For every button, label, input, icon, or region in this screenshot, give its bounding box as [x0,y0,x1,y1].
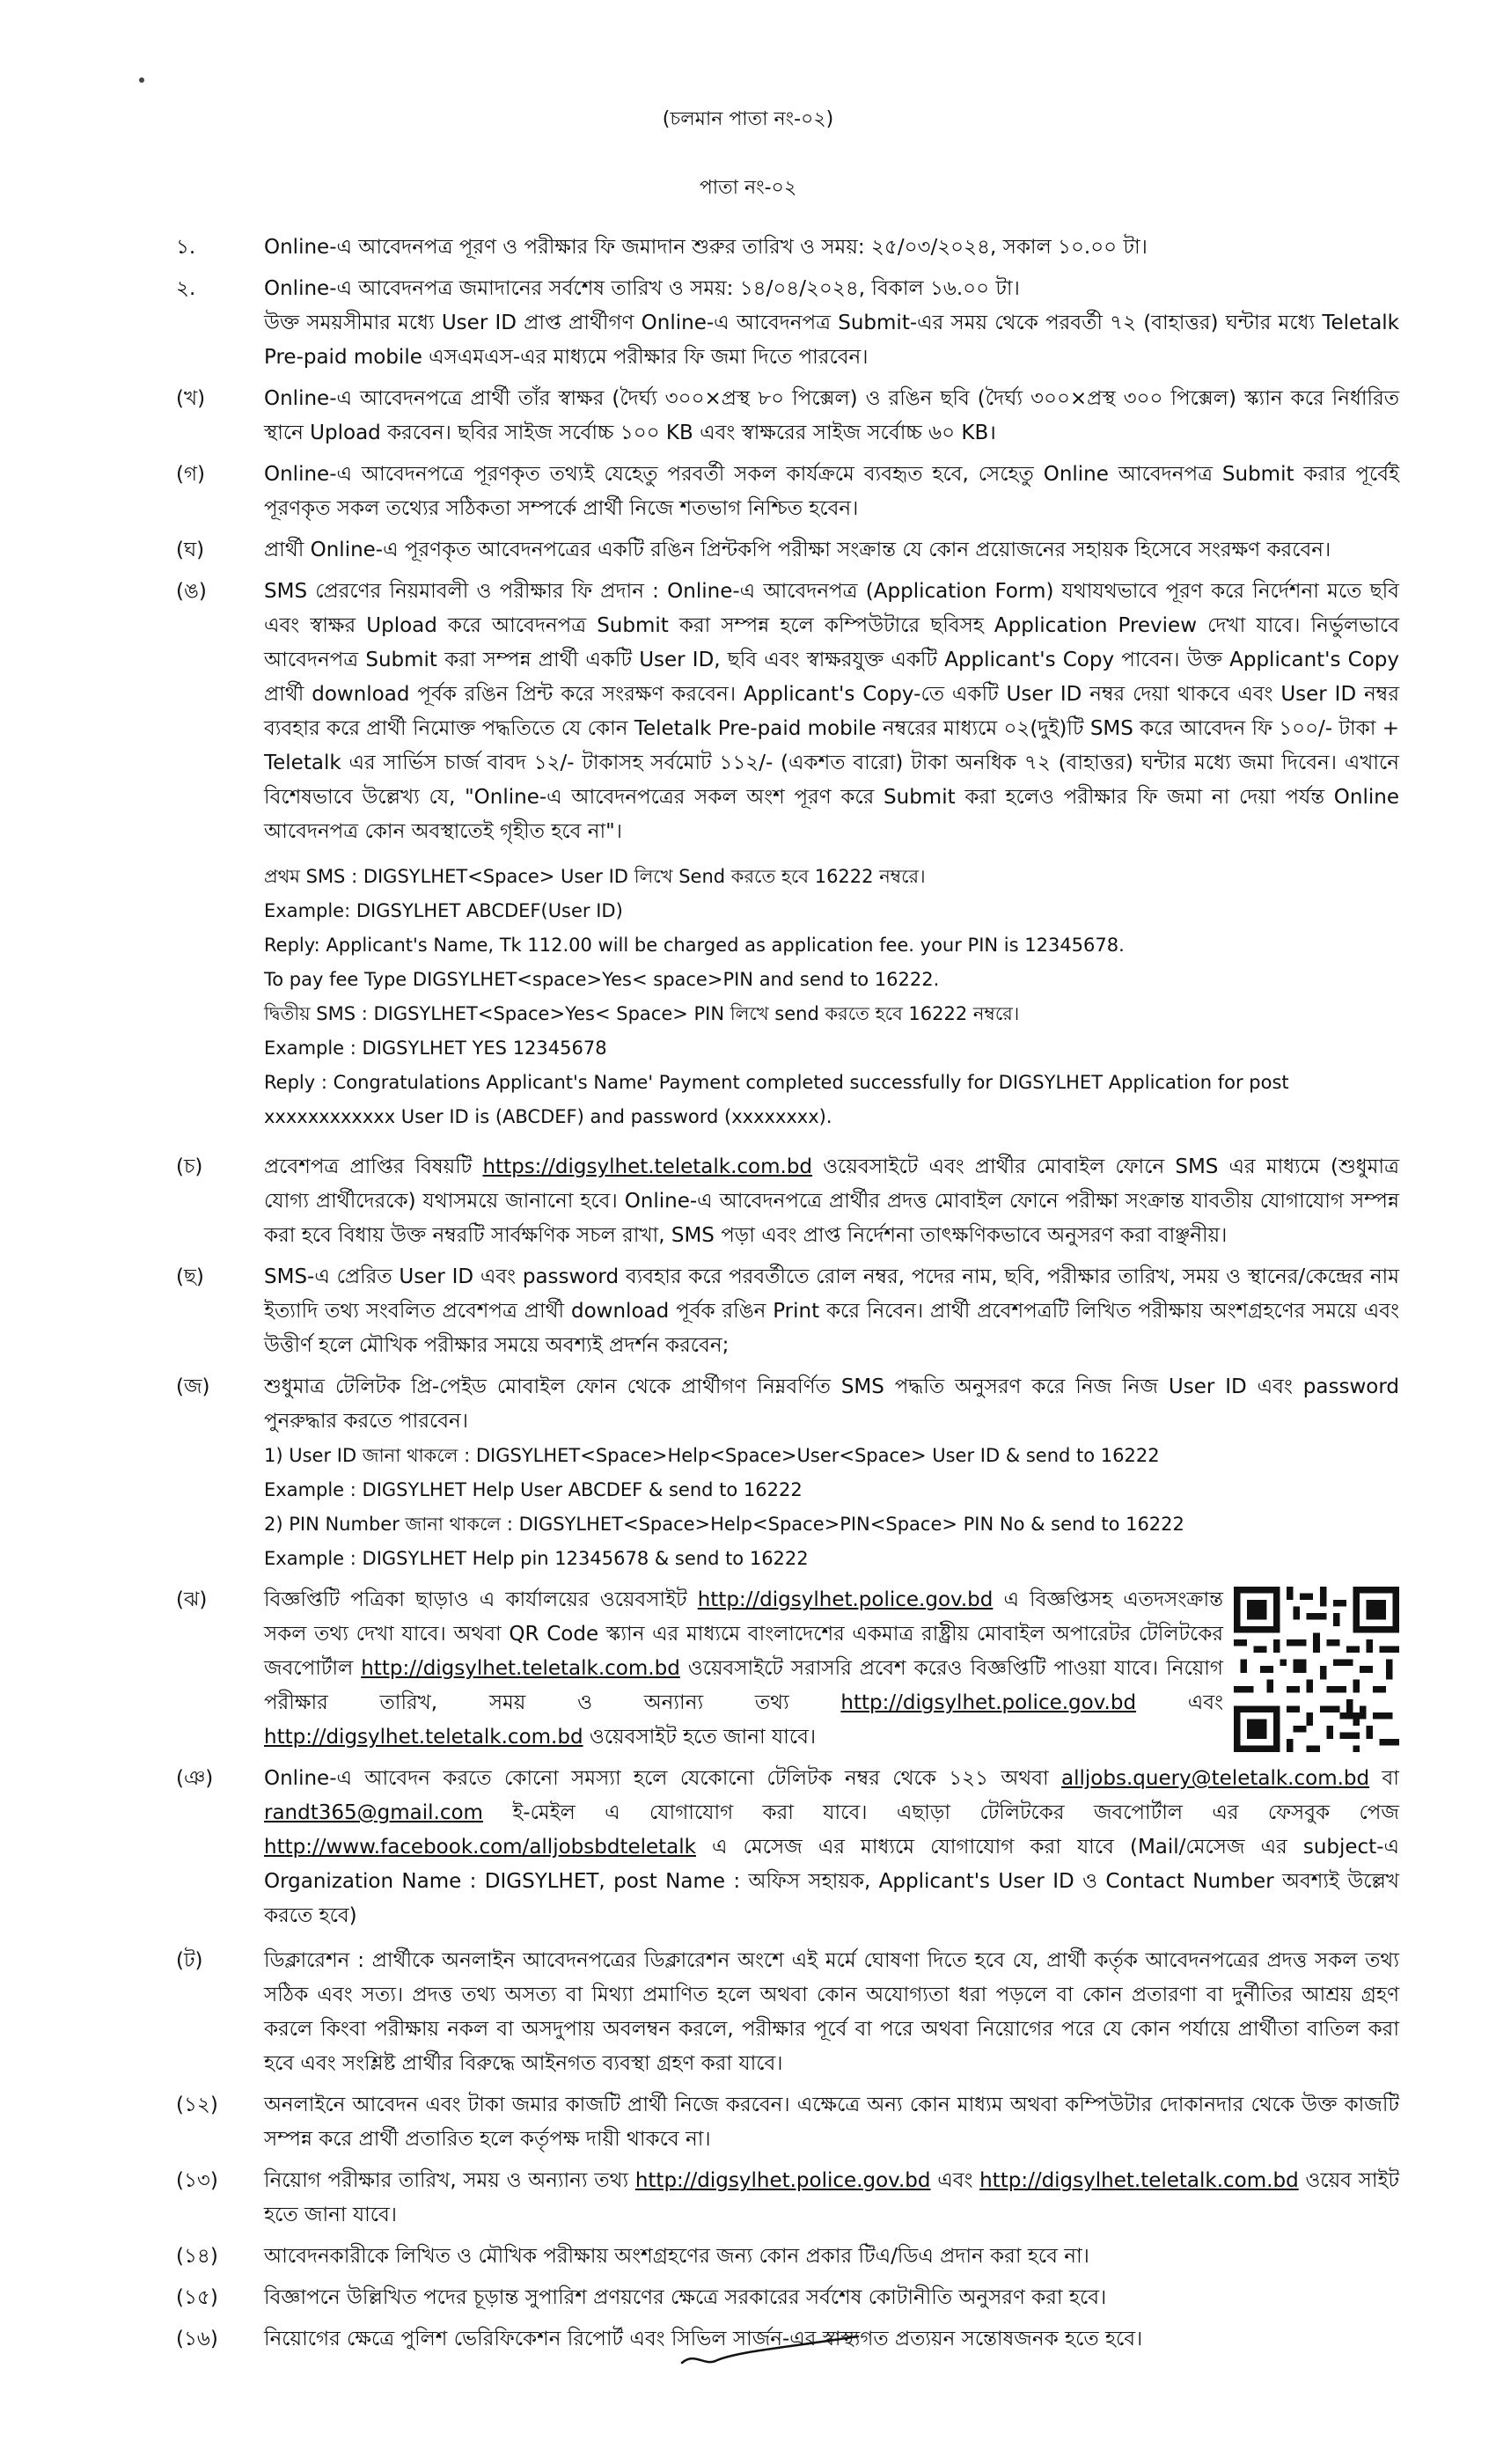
sms-line: Example : DIGSYLHET YES 12345678 [264,1038,607,1059]
sms-line: Reply: Applicant's Name, Tk 112.00 will be charged as application fee. your PIN is 12345678. [264,935,1125,956]
police-website-link[interactable]: http://digsylhet.police.gov.bd [697,1588,994,1611]
recovery-line: 2) PIN Number জানা থাকলে : DIGSYLHET<Space>Help<Space>PIN<Space> PIN No & send to 16222 [264,1514,1184,1535]
item-number: ১. [176,236,196,259]
teletalk-website-link[interactable]: http://digsylhet.teletalk.com.bd [361,1657,680,1680]
item-text: SMS-এ প্রেরিত User ID এবং password ব্যবহার করে পরবর্তীতে রোল নম্বর, পদের নাম, ছবি, পরীক্ষার তারিখ, সময় ও স্থানের/কেন্দ্রের নাম ইত্যাদি তথ্য সংবলিত প্রবেশপত্র প্রার্থী download পূর্বক রঙিন Print করে নিবেন। প্রার্থী প্রবেশপত্রটি লিখিত পরীক্ষায় অংশগ্রহণের সময়ে এবং উত্তীর্ণ হলে মৌখিক পরীক্ষার সময়ে অবশ্যই প্রদর্শন করবেন; [264,1265,1399,1357]
item-text: Online-এ আবেদন করতে কোনো সমস্যা হলে যেকোনো টেলিটক নম্বর থেকে ১২১ অথবা alljobs.query@teletalk.com.bd বা randt365@gmail.com ই-মেইল এ যোগাযোগ করা যাবে। এছাড়া টেলিটকের জবপোর্টাল এর ফেসবুক পেজ http://www.facebook.com/alljobsbdteletalk এ মেসেজ এর মাধ্যমে যোগাযোগ করা যাবে (Mail/মেসেজ এর subject-এ Organization Name : DIGSYLHET, post Name : অফিস সহায়ক, Applicant's User ID ও Contact Number অবশ্যই উল্লেখ করতে হবে) [264,1767,1399,1927]
item-number: (ঞ) [176,1767,214,1790]
item-text: প্রবেশপত্র প্রাপ্তির বিষয়টি https://digsylhet.teletalk.com.bd ওয়েবসাইটে এবং প্রার্থীর মোবাইল ফোনে SMS এর মাধ্যমে (শুধুমাত্র যোগ্য প্রার্থীদেরকে) যথাসময়ে জানানো হবে। Online-এ আবেদনপত্রে প্রার্থীর প্রদত্ত মোবাইল ফোনে পরীক্ষা সংক্রান্ত যাবতীয় যোগাযোগ সম্পন্ন করা হবে বিধায় উক্ত নম্বরটি সার্বক্ষণিক সচল রাখা, SMS পড়া এবং প্রাপ্ত নির্দেশনা তাৎক্ষণিকভাবে অনুসরণ করা বাঞ্ছনীয়। [264,1155,1399,1247]
recovery-line: 1) User ID জানা থাকলে : DIGSYLHET<Space>Help<Space>User<Space> User ID & send to 16222 [264,1445,1160,1466]
item-text: ডিক্লারেশন : প্রার্থীকে অনলাইন আবেদনপত্রের ডিক্লারেশন অংশে এই মর্মে ঘোষণা দিতে হবে যে, প্রার্থী কর্তৃক আবেদনপত্রের প্রদত্ত সকল তথ্য সঠিক এবং সত্য। প্রদত্ত তথ্য অসত্য বা মিথ্যা প্রমাণিত হলে অথবা কোন অযোগ্যতা ধরা পড়লে বা কোন প্রতারণা বা দুর্নীতির আশ্রয় গ্রহণ করলে কিংবা পরীক্ষায় নকল বা অসদুপায় অবলম্বন করলে, পরীক্ষার পূর্বে বা পরে অথবা নিয়োগের পরে যে কোন পর্যায়ে প্রার্থীতা বাতিল করা হবে এবং সংশ্লিষ্ট প্রার্থীর বিরুদ্ধে আইনগত ব্যবস্থা গ্রহণ করা যাবে। [264,1949,1399,2075]
item-number: (জ) [176,1375,210,1398]
list-item [176,1944,1399,2081]
list-item [176,533,1399,568]
item-text: SMS প্রেরণের নিয়মাবলী ও পরীক্ষার ফি প্রদান : Online-এ আবেদনপত্র (Application Form) যথাযথভাবে পূরণ করে নির্দেশনা মতে ছবি এবং স্বাক্ষর Upload করে আবেদনপত্র Submit করা সম্পন্ন হলে কম্পিউটারে ছবিসহ Application Preview দেখা যাবে। নির্ভুলভাবে আবেদনপত্র Submit করা সম্পন্ন প্রার্থী একটি User ID, ছবি এবং স্বাক্ষরযুক্ত একটি Applicant's Copy পাবেন। উক্ত Applicant's Copy প্রার্থী download পূর্বক রঙিন প্রিন্ট করে সংরক্ষণ করবেন। Applicant's Copy-তে একটি User ID নম্বর দেয়া থাকবে এবং User ID নম্বর ব্যবহার করে প্রার্থী নিমোক্ত পদ্ধতিতে যে কোন Teletalk Pre-paid mobile নম্বরের মাধ্যমে ০২(দুই)টি SMS করে আবেদন ফি ১০০/- টাকা + Teletalk এর সার্ভিস চার্জ বাবদ ১২/- টাকাসহ সর্বমোট ১১২/- (একশত বারো) টাকা অনধিক ৭২ (বাহাত্তর) ঘন্টার মধ্যে জমা দিবেন। এখানে বিশেষভাবে উল্লেখ্য যে, "Online-এ আবেদনপত্রের সকল অংশ পূরণ করে Submit করা হলেও পরীক্ষার ফি জমা না দেয়া পর্যন্ত Online আবেদনপত্র কোন অবস্থাতেই গৃহীত হবে না"। [264,580,1399,843]
sms-line: দ্বিতীয় SMS : DIGSYLHET<Space>Yes< Space> PIN লিখে send করতে হবে 16222 নম্বরে। [264,1003,1020,1024]
police-website-link[interactable]: http://digsylhet.police.gov.bd [634,2169,931,2192]
list-item [176,272,1399,306]
item-text: অনলাইনে আবেদন এবং টাকা জমার কাজটি প্রার্থী নিজে করবেন। এক্ষেত্রে অন্য কোন মাধ্যম অথবা কম্পিউটার দোকানদার থেকে উক্ত কাজটি সম্পন্ন করে প্রার্থী প্রতারিত হলে কর্তৃপক্ষ দায়ী থাকবে না। [264,2094,1399,2151]
teletalk-website-link[interactable]: http://digsylhet.teletalk.com.bd [979,2169,1299,2192]
item-text: বিজ্ঞাপনে উল্লিখিত পদের চূড়ান্ত সুপারিশ প্রণয়ণের ক্ষেত্রে সরকারের সর্বশেষ কোটানীতি অনুসরণ করা হবে। [264,2286,1107,2309]
item-text: আবেদনকারীকে লিখিত ও মৌখিক পরীক্ষায় অংশগ্রহণের জন্য কোন প্রকার টিএ/ডিএ প্রদান করা হবে না। [264,2245,1089,2268]
sms-line: প্রথম SMS : DIGSYLHET<Space> User ID লিখে Send করতে হবে 16222 নম্বরে। [264,866,926,887]
admit-card-link[interactable]: https://digsylhet.teletalk.com.bd [482,1155,813,1178]
scan-speck [139,77,144,83]
teletalk-website-link[interactable]: http://digsylhet.teletalk.com.bd [264,1726,583,1749]
item-number: (গ) [176,463,206,486]
document-body [176,231,1399,2364]
sms-line: Reply : Congratulations Applicant's Name' Payment completed successfully for DIGSYLHET Application for post xxxxxxxxxxxx User ID is (ABCDEF) and password (xxxxxxxx). [264,1072,1289,1127]
item-number: (চ) [176,1155,203,1178]
list-item [176,2281,1399,2315]
item-number: (১৩) [176,2169,218,2192]
item-number: (১২) [176,2094,218,2116]
item-number: (ঘ) [176,539,205,561]
recovery-line: Example : DIGSYLHET Help pin 12345678 & send to 16222 [264,1548,809,1569]
signature-mark [678,2332,871,2376]
list-item [176,2088,1399,2157]
continuation-header: (চলমান পাতা নং-০২) [662,108,834,130]
police-website-link[interactable]: http://digsylhet.police.gov.bd [840,1691,1137,1714]
list-item [176,575,1399,849]
item-number: (ঝ) [176,1588,208,1611]
list-item [176,231,1399,265]
qr-code-icon[interactable] [1234,1587,1399,1752]
list-item [176,382,1399,451]
item-text: প্রার্থী Online-এ পূরণকৃত আবেদনপত্রের একটি রঙিন প্রিন্টকপি পরীক্ষা সংক্রান্ত যে কোন প্রয়োজনের সহায়ক হিসেবে সংরক্ষণ করবেন। [264,539,1331,561]
facebook-page-link[interactable]: http://www.facebook.com/alljobsbdteletalk [264,1836,696,1859]
list-item [176,1370,1399,1576]
list-item [176,458,1399,526]
item-number: (ঙ) [176,580,207,603]
item-text: Online-এ আবেদনপত্রে প্রার্থী তাঁর স্বাক্ষর (দৈর্ঘ্য ৩০০×প্রস্থ ৮০ পিক্সেল) ও রঙিন ছবি (দৈর্ঘ্য ৩০০×প্রস্থ ৩০০ পিক্সেল) স্ক্যান করে নির্ধারিত স্থানে Upload করবেন। ছবির সাইজ সর্বোচ্চ ১০০ KB এবং স্বাক্ষরের সাইজ সর্বোচ্চ ৬০ KB। [264,387,1399,444]
sms-line: Example: DIGSYLHET ABCDEF(User ID) [264,900,623,921]
sms-instructions [176,860,1399,1134]
item-text: Online-এ আবেদনপত্র জমাদানের সর্বশেষ তারিখ ও সময়: ১৪/০৪/২০২৪, বিকাল ১৬.০০ টা। [264,277,1020,300]
item-text: নিয়োগের ক্ষেত্রে পুলিশ ভেরিফিকেশন রিপোর্ট এবং সিভিল সার্জন-এর স্বাস্থ্যগত প্রত্যয়ন সন্তোষজনক হতে হবে। [264,2328,1143,2350]
list-item [176,2164,1399,2233]
item-text: উক্ত সময়সীমার মধ্যে User ID প্রাপ্ত প্রার্থীগণ Online-এ আবেদনপত্র Submit-এর সময় থেকে পরবর্তী ৭২ (বাহাত্তর) ঘন্টার মধ্যে Teletalk Pre-paid mobile এসএমএস-এর মাধ্যমে পরীক্ষার ফি জমা দিতে পারবেন। [264,312,1399,369]
list-item [176,1260,1399,1363]
list-item [176,1583,1399,1755]
item-text: Online-এ আবেদনপত্র পূরণ ও পরীক্ষার ফি জমাদান শুরুর তারিখ ও সময়: ২৫/০৩/২০২৪, সকাল ১০.০০ টা। [264,236,1148,259]
item-text: শুধুমাত্র টেলিটক প্রি-পেইড মোবাইল ফোন থেকে প্রার্থীগণ নিম্নবর্ণিত SMS পদ্ধতি অনুসরণ করে নিজ নিজ User ID এবং password পুনরুদ্ধার করতে পারবেন। 1) User ID জানা থাকলে : DIGSYLHET<Space>Help<Space>User<Space> User ID & send to 16222 Example : DIGSYLHET Help User ABCDEF & send to 16222 2) PIN Number জানা থাকলে : DIGSYLHET<Space>Help<Space>PIN<Space> PIN No & send to 16222 Example : DIGSYLHET Help pin 12345678 & send to 16222 [264,1370,1399,1576]
item-number: (১৬) [176,2328,218,2350]
item-text: Online-এ আবেদনপত্রে পূরণকৃত তথ্যই যেহেতু পরবর্তী সকল কার্যক্রমে ব্যবহৃত হবে, সেহেতু Online আবেদনপত্র Submit করার পূর্বেই পূরণকৃত সকল তথ্যের সঠিকতা সম্পর্কে প্রার্থী নিজে শতভাগ নিশ্চিত হবেন। [264,463,1399,520]
item-number: ২. [176,277,196,300]
sms-line: To pay fee Type DIGSYLHET<space>Yes< space>PIN and send to 16222. [264,969,940,990]
item-text: বিজ্ঞপ্তিটি পত্রিকা ছাড়াও এ কার্যালয়ের ওয়েবসাইট http://digsylhet.police.gov.bd এ বিজ্ঞপ্তিসহ এতদসংক্রান্ত সকল তথ্য দেখা যাবে। অথবা QR Code স্ক্যান এর মাধ্যমে বাংলাদেশের একমাত্র রাষ্ট্রীয় মোবাইল অপারেটর টেলিটকের জবপোর্টাল http://digsylhet.teletalk.com.bd ওয়েবসাইটে সরাসরি প্রবেশ করেও বিজ্ঞপ্তিটি পাওয়া যাবে। নিয়োগ পরীক্ষার তারিখ, সময় ও অন্যান্য তথ্য http://digsylhet.police.gov.bd এবং http://digsylhet.teletalk.com.bd ওয়েবসাইট হতে জানা যাবে। [264,1583,1399,1755]
teletalk-email-link[interactable]: alljobs.query@teletalk.com.bd [1061,1767,1370,1790]
item-text: নিয়োগ পরীক্ষার তারিখ, সময় ও অন্যান্য তথ্য http://digsylhet.police.gov.bd এবং http://digsylhet.teletalk.com.bd ওয়েব সাইট হতে জানা যাবে। [264,2169,1399,2226]
item-number: (১৪) [176,2245,218,2268]
page-number: পাতা নং-০২ [699,177,797,199]
item-number: (ট) [176,1949,203,1972]
item-number: (ছ) [176,1265,204,1288]
list-item [176,1150,1399,1253]
list-item [176,306,1399,375]
recovery-line: Example : DIGSYLHET Help User ABCDEF & send to 16222 [264,1479,803,1500]
list-item [176,1762,1399,1933]
item-number: (১৫) [176,2286,218,2309]
randt-email-link[interactable]: randt365@gmail.com [264,1801,483,1824]
item-number: (খ) [176,387,206,410]
list-item [176,2240,1399,2274]
